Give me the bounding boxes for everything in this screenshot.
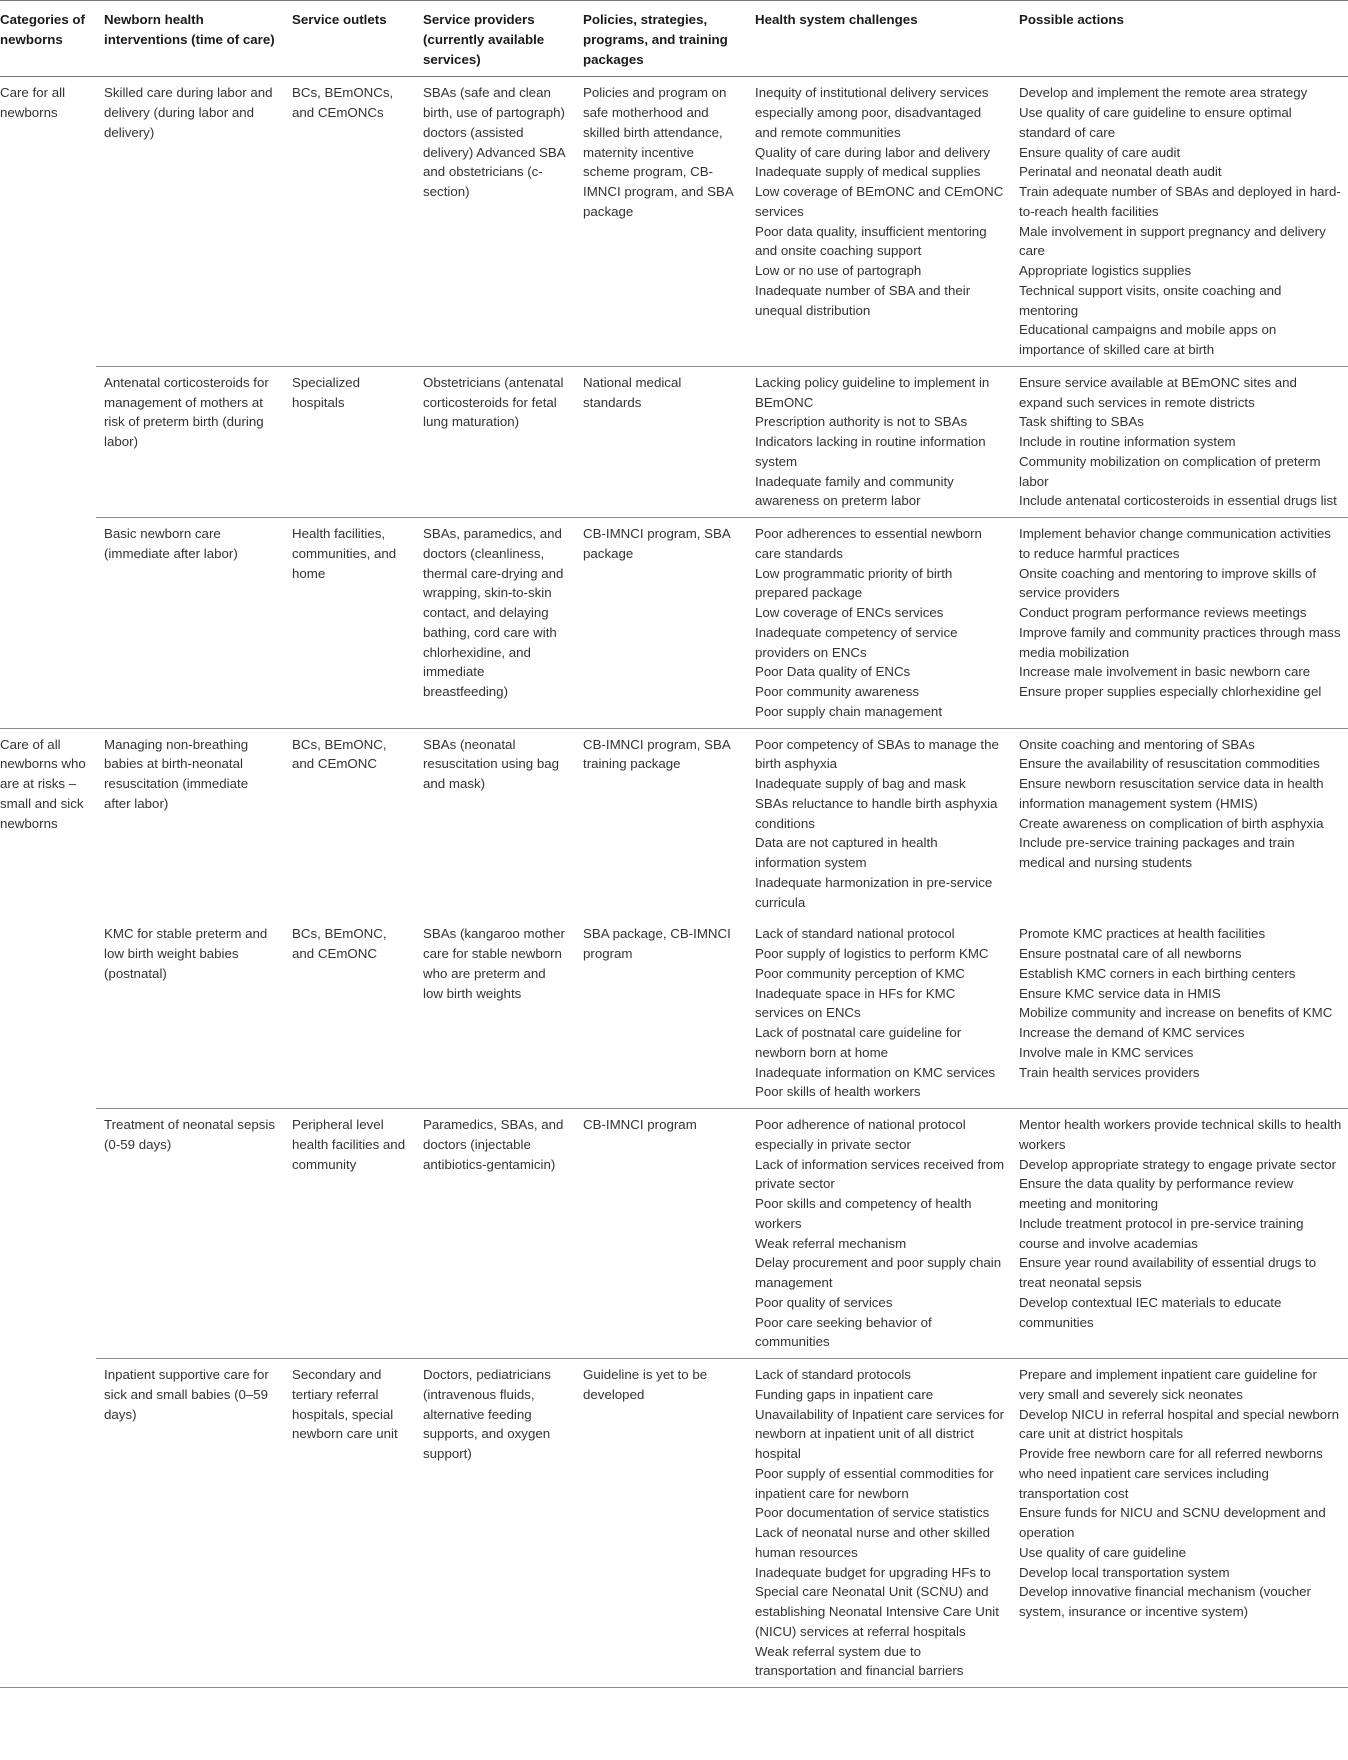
challenges-item: Poor care seeking behavior of communities — [755, 1314, 932, 1350]
challenges-item: Inadequate family and community awareness on preterm labor — [755, 473, 954, 509]
actions-item: Increase male involvement in basic newborn care — [1019, 664, 1311, 680]
providers-cell: Paramedics, SBAs, and doctors (injectable antibiotics-gentamicin) — [415, 1109, 575, 1359]
actions-item: Promote KMC practices at health facilities — [1019, 926, 1266, 942]
outlets-cell: BCs, BEmONC, and CEmONC — [284, 918, 415, 1108]
challenges-item: Inadequate budget for upgrading HFs to Special care Neonatal Unit (SCNU) and establishing Neonatal Intensive Care Unit (NICU) services at referral hospitals — [755, 1564, 999, 1639]
actions-item: Task shifting to SBAs — [1019, 414, 1144, 430]
actions-item: Develop local transportation system — [1019, 1564, 1230, 1580]
challenges-item: Low or no use of partograph — [755, 263, 922, 278]
policies-cell: CB-IMNCI program, SBA package — [575, 518, 747, 729]
actions-item: Male involvement in support pregnancy and delivery care — [1019, 223, 1326, 259]
table-row — [0, 77, 1348, 367]
challenges-item: Poor supply of essential commodities for inpatient care for newborn — [755, 1465, 994, 1501]
actions-item: Involve male in KMC services — [1019, 1044, 1194, 1060]
actions-item: Include pre-service training packages and train medical and nursing students — [1019, 835, 1295, 870]
providers-cell: Doctors, pediatricians (intravenous fluids, alternative feeding supports, and oxygen support) — [415, 1359, 575, 1688]
challenges-item: Inadequate competency of service providers on ENCs — [755, 624, 958, 660]
actions-item: Ensure year round availability of essential drugs to treat neonatal sepsis — [1019, 1255, 1317, 1290]
actions-item: Ensure KMC service data in HMIS — [1019, 985, 1221, 1001]
category-cell: Care of all newborns who are at risks – small and sick newborns — [0, 728, 96, 1688]
challenges-item: Lack of standard national protocol — [755, 926, 955, 942]
actions-item: Conduct program performance reviews meetings — [1019, 605, 1307, 620]
challenges-item: Poor Data quality of ENCs — [755, 664, 911, 680]
actions-cell — [1011, 1109, 1348, 1359]
actions-item: Increase the demand of KMC services — [1019, 1025, 1245, 1040]
challenges-item: Poor adherence of national protocol especially in private sector — [755, 1117, 966, 1152]
challenges-item: Lacking policy guideline to implement in BEmONC — [755, 374, 990, 410]
actions-cell — [1011, 728, 1348, 918]
challenges-item: Poor skills and competency of health workers — [755, 1196, 972, 1231]
actions-cell — [1011, 77, 1348, 367]
outlets-cell: BCs, BEmONCs, and CEmONCs — [284, 77, 415, 367]
providers-cell: SBAs (neonatal resuscitation using bag and mask) — [423, 736, 560, 791]
challenges-item: Poor data quality, insufficient mentoring and onsite coaching support — [755, 223, 987, 259]
actions-item: Create awareness on complication of birth asphyxia — [1019, 815, 1324, 831]
actions-item: Technical support visits, onsite coaching and mentoring — [1019, 282, 1282, 318]
challenges-cell — [747, 1359, 1011, 1688]
challenges-item: Lack of standard protocols — [755, 1367, 911, 1382]
challenges-item: Low programmatic priority of birth prepared package — [755, 565, 953, 601]
intervention-cell: Antenatal corticosteroids for management of mothers at risk of preterm birth (during labor) — [96, 366, 284, 517]
actions-item: Develop and implement the remote area strategy — [1019, 85, 1308, 101]
challenges-item: Delay procurement and poor supply chain management — [755, 1255, 1002, 1290]
actions-item: Provide free newborn care for all referred newborns who need inpatient care services including transportation cost — [1019, 1446, 1323, 1501]
policies-cell: CB-IMNCI program — [575, 1109, 747, 1359]
actions-item: Mobilize community and increase on benefits of KMC — [1019, 1005, 1333, 1021]
challenges-item: Weak referral system due to transportation and financial barriers — [755, 1643, 964, 1679]
header-service-outlets: Service outlets — [284, 1, 415, 77]
actions-cell — [1011, 366, 1348, 517]
actions-item: Develop contextual IEC materials to educate communities — [1019, 1294, 1282, 1330]
actions-item: Train adequate number of SBAs and deployed in hard-to-reach health facilities — [1019, 184, 1341, 219]
actions-cell — [1011, 518, 1348, 729]
outlets-cell: Health facilities, communities, and home — [284, 518, 415, 729]
actions-item: Train health services providers — [1019, 1064, 1200, 1080]
actions-item: Ensure proper supplies especially chlorhexidine gel — [1019, 684, 1322, 699]
table-row — [0, 728, 1348, 918]
challenges-item: Poor documentation of service statistics — [755, 1505, 990, 1521]
actions-item: Ensure quality of care audit — [1019, 144, 1181, 160]
actions-item: Prepare and implement inpatient care guideline for very small and severely sick neonates — [1019, 1367, 1317, 1402]
policies-cell: SBA package, CB-IMNCI program — [575, 918, 747, 1108]
header-actions: Possible actions — [1011, 1, 1348, 77]
header-row — [0, 1, 1348, 77]
category-cell: Care for all newborns — [0, 77, 96, 728]
actions-item: Develop appropriate strategy to engage private sector — [1019, 1156, 1337, 1172]
challenges-cell — [747, 77, 1011, 367]
challenges-cell — [747, 918, 1011, 1108]
actions-item: Onsite coaching and mentoring of SBAs — [1019, 736, 1255, 752]
actions-item: Community mobilization on complication of preterm labor — [1019, 453, 1321, 489]
actions-item: Perinatal and neonatal death audit — [1019, 164, 1222, 180]
intervention-cell: Inpatient supportive care for sick and small babies (0–59 days) — [96, 1359, 284, 1688]
challenges-item: Inadequate supply of medical supplies — [755, 164, 981, 180]
header-categories: Categories of newborns — [0, 1, 96, 77]
actions-item: Develop NICU in referral hospital and special newborn care unit at district hospitals — [1019, 1406, 1340, 1442]
actions-item: Mentor health workers provide technical skills to health workers — [1019, 1117, 1342, 1152]
policies-cell: Guideline is yet to be developed — [575, 1359, 747, 1688]
actions-item: Improve family and community practices through mass media mobilization — [1019, 624, 1341, 660]
header-policies: Policies, strategies, programs, and training packages — [575, 1, 747, 77]
header-service-providers: Service providers (currently available services) — [415, 1, 575, 77]
table-row — [0, 918, 1348, 1108]
challenges-item: Lack of information services received from private sector — [755, 1156, 1005, 1192]
actions-item: Ensure the availability of resuscitation commodities — [1019, 756, 1320, 772]
providers-cell: SBAs (kangaroo mother care for stable newborn who are preterm and low birth weights — [415, 918, 575, 1108]
table-row — [0, 518, 1348, 729]
challenges-cell — [747, 366, 1011, 517]
challenges-item: Weak referral mechanism — [755, 1235, 907, 1251]
intervention-cell: Managing non-breathing babies at birth-neonatal resuscitation (immediate after labor) — [104, 736, 249, 811]
challenges-item: Poor supply of logistics to perform KMC — [755, 946, 989, 961]
challenges-item: Poor quality of services — [755, 1294, 893, 1310]
challenges-item: Poor competency of SBAs to manage the birth asphyxia — [755, 736, 999, 772]
table-row — [0, 1359, 1348, 1688]
challenges-item: Inequity of institutional delivery services especially among poor, disadvantaged and remote communities — [755, 85, 989, 140]
challenges-item: Prescription authority is not to SBAs — [755, 414, 968, 430]
challenges-item: Low coverage of ENCs services — [755, 605, 944, 620]
actions-item: Use quality of care guideline — [1019, 1544, 1187, 1560]
challenges-item: Unavailability of Inpatient care services for newborn at inpatient unit of all district hospital — [755, 1406, 1005, 1461]
actions-item: Include in routine information system — [1019, 434, 1236, 449]
table-body — [0, 77, 1348, 1688]
challenges-item: Indicators lacking in routine information system — [755, 434, 986, 469]
challenges-item: Data are not captured in health information system — [755, 835, 938, 870]
challenges-cell — [747, 728, 1011, 918]
challenges-item: Quality of care during labor and delivery — [755, 144, 991, 160]
challenges-item: Inadequate number of SBA and their unequal distribution — [755, 282, 971, 318]
challenges-cell — [747, 1109, 1011, 1359]
actions-item: Establish KMC corners in each birthing centers — [1019, 965, 1296, 981]
challenges-item: Inadequate supply of bag and mask — [755, 776, 966, 791]
actions-item: Ensure newborn resuscitation service data in health information management system (HMIS) — [1019, 776, 1324, 811]
outlets-cell: Secondary and tertiary referral hospitals, special newborn care unit — [284, 1359, 415, 1688]
challenges-item: Lack of neonatal nurse and other skilled human resources — [755, 1525, 991, 1560]
actions-item: Include antenatal corticosteroids in essential drugs list — [1019, 493, 1337, 509]
challenges-item: Poor supply chain management — [755, 703, 943, 719]
challenges-item: Inadequate information on KMC services — [755, 1064, 996, 1080]
header-challenges: Health system challenges — [747, 1, 1011, 77]
actions-item: Develop innovative financial mechanism (voucher system, insurance or incentive system) — [1019, 1584, 1311, 1619]
intervention-cell: KMC for stable preterm and low birth weight babies (postnatal) — [96, 918, 284, 1108]
actions-cell — [1011, 1359, 1348, 1688]
actions-item: Ensure service available at BEmONC sites and expand such services in remote districts — [1019, 374, 1297, 410]
outlets-cell: Specialized hospitals — [284, 366, 415, 517]
actions-item: Use quality of care guideline to ensure optimal standard of care — [1019, 105, 1292, 140]
header-interventions: Newborn health interventions (time of care) — [96, 1, 284, 77]
providers-cell: SBAs (safe and clean birth, use of partograph) doctors (assisted delivery) Advanced SBA and obstetricians (c-section) — [415, 77, 575, 367]
providers-cell: Obstetricians (antenatal corticosteroids for fetal lung maturation) — [415, 366, 575, 517]
actions-item: Ensure postnatal care of all newborns — [1019, 946, 1242, 961]
challenges-item: Poor skills of health workers — [755, 1084, 921, 1100]
intervention-cell: Basic newborn care (immediate after labor) — [96, 518, 284, 729]
challenges-item: Inadequate harmonization in pre-service curricula — [755, 874, 993, 910]
actions-item: Appropriate logistics supplies — [1019, 263, 1192, 278]
table-row — [0, 366, 1348, 517]
intervention-cell: Skilled care during labor and delivery (during labor and delivery) — [96, 77, 284, 367]
providers-cell: SBAs, paramedics, and doctors (cleanliness, thermal care-drying and wrapping, skin-to-skin contact, and delaying bathing, cord care with chlorhexidine, and immediate breastfeeding) — [415, 518, 575, 729]
actions-item: Include treatment protocol in pre-service training course and involve academias — [1019, 1215, 1304, 1251]
challenges-item: Low coverage of BEmONC and CEmONC services — [755, 184, 1004, 219]
challenges-item: Poor community perception of KMC — [755, 965, 965, 981]
actions-cell — [1011, 918, 1348, 1108]
actions-item: Ensure the data quality by performance review meeting and monitoring — [1019, 1176, 1294, 1211]
table-row — [0, 1109, 1348, 1359]
actions-item: Educational campaigns and mobile apps on importance of skilled care at birth — [1019, 322, 1277, 357]
challenges-item: Poor community awareness — [755, 684, 920, 699]
challenges-cell — [747, 518, 1011, 729]
outlets-cell: BCs, BEmONC, and CEmONC — [292, 736, 387, 772]
challenges-item: Inadequate space in HFs for KMC services on ENCs — [755, 985, 956, 1021]
challenges-item: Funding gaps in inpatient care — [755, 1386, 934, 1402]
outlets-cell: Peripheral level health facilities and community — [284, 1109, 415, 1359]
challenges-item: SBAs reluctance to handle birth asphyxia conditions — [755, 795, 998, 831]
actions-item: Implement behavior change communication activities to reduce harmful practices — [1019, 526, 1331, 561]
policies-cell: CB-IMNCI program, SBA training package — [583, 736, 731, 772]
challenges-item: Poor adherences to essential newborn care standards — [755, 526, 982, 561]
challenges-item: Lack of postnatal care guideline for newborn born at home — [755, 1025, 962, 1060]
actions-item: Ensure funds for NICU and SCNU development and operation — [1019, 1505, 1326, 1540]
actions-item: Onsite coaching and mentoring to improve skills of service providers — [1019, 565, 1317, 601]
policies-cell: Policies and program on safe motherhood and skilled birth attendance, maternity incentive scheme program, CB-IMNCI program, and SBA package — [575, 77, 747, 367]
policies-cell: National medical standards — [575, 366, 747, 517]
intervention-cell: Treatment of neonatal sepsis (0-59 days) — [96, 1109, 284, 1359]
